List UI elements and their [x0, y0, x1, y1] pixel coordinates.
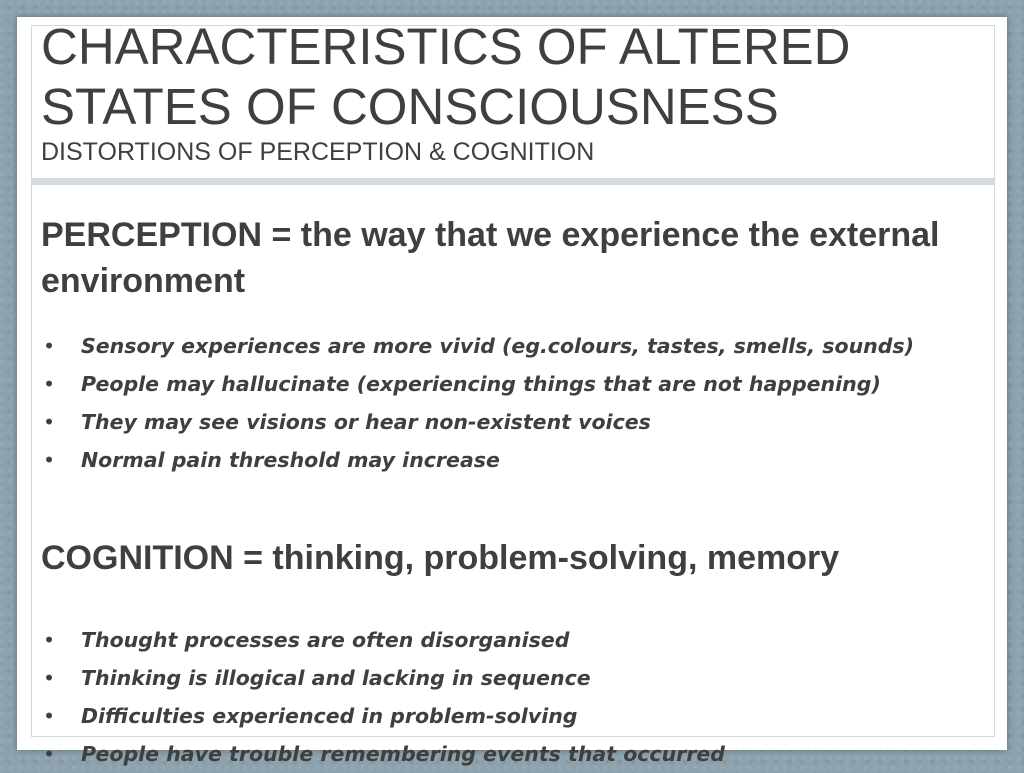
bullet-icon: • [43, 410, 56, 434]
list-item-text: Difficulties experienced in problem-solving [81, 704, 578, 728]
bullet-icon: • [43, 448, 56, 472]
perception-list [41, 327, 991, 479]
slide-subtitle: DISTORTIONS OF PERCEPTION & COGNITION [41, 138, 595, 166]
list-item [41, 735, 991, 773]
cognition-heading: COGNITION = thinking, problem-solving, memory [41, 539, 840, 577]
list-item [41, 403, 991, 441]
slide-title: CHARACTERISTICS OF ALTERED STATES OF CONSCIOUSNESS [41, 18, 851, 135]
list-item [41, 621, 991, 659]
list-item [41, 327, 991, 365]
bullet-icon: • [43, 334, 56, 358]
list-item-text: People have trouble remembering events that occurred [81, 742, 725, 766]
bullet-icon: • [43, 704, 56, 728]
slide-content [41, 212, 991, 773]
list-item [41, 697, 991, 735]
title-divider [31, 178, 995, 185]
list-item-text: Normal pain threshold may increase [81, 448, 500, 472]
list-item-text: Thinking is illogical and lacking in sequence [81, 666, 591, 690]
list-item [41, 659, 991, 697]
list-item-text: They may see visions or hear non-existent voices [81, 410, 651, 434]
list-item [41, 365, 991, 403]
slide [17, 17, 1007, 766]
cognition-list [41, 621, 991, 773]
title-block [41, 17, 991, 167]
list-item-text: People may hallucinate (experiencing things that are not happening) [81, 372, 881, 396]
bullet-icon: • [43, 628, 56, 652]
bullet-icon: • [43, 666, 56, 690]
bullet-icon: • [43, 742, 56, 766]
bullet-icon: • [43, 372, 56, 396]
perception-heading: PERCEPTION = the way that we experience the external environment [41, 216, 940, 300]
list-item-text: Thought processes are often disorganised [81, 628, 570, 652]
list-item-text: Sensory experiences are more vivid (eg.colours, tastes, smells, sounds) [81, 334, 915, 358]
list-item [41, 441, 991, 479]
